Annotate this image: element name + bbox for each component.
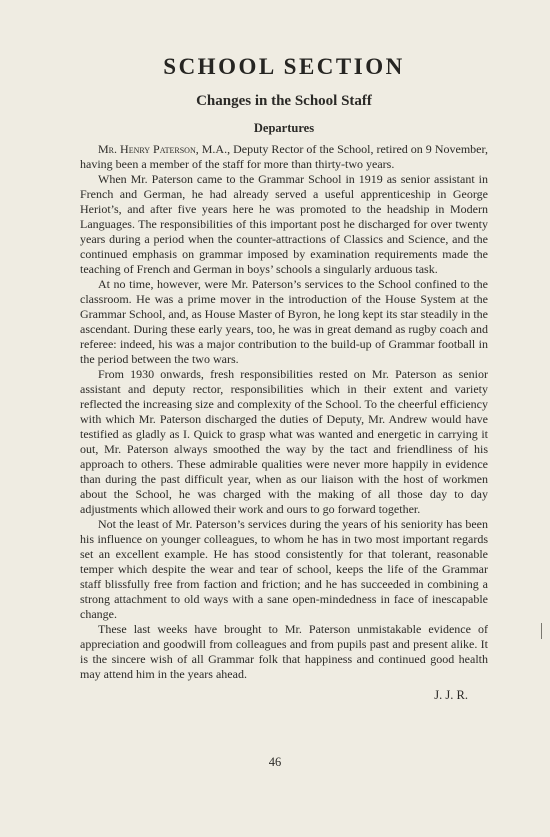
lead-name: Mr. Henry Paterson, bbox=[98, 142, 199, 156]
paragraph-2: When Mr. Paterson came to the Grammar School in 1919 as senior assistant in French and German, he had already served a useful apprenticeship in George Heriot’s, and after five years here he was promoted to the headship in Modern Languages. The responsibilities of this important post he discharged for over twenty years during a period when the counter-attractions of Classics and Science, and the continued emphasis on grammar imposed by examination requirements made the teaching of French and German in boys’ schools a singularly arduous task. bbox=[80, 172, 488, 276]
article-title: Changes in the School Staff bbox=[196, 93, 372, 109]
paragraph-4: From 1930 onwards, fresh responsibilities rested on Mr. Paterson as senior assistant and deputy rector, responsibilities which in their extent and variety reflected the increasing size and complexity of the School. To the cheerful efficiency with which Mr. Paterson discharged the duties of Deputy, Mr. Andrew would have testified as gladly as I. Quick to grasp what was wanted and energetic in carrying it out, Mr. Paterson always smoothed the way by the tact and friendliness of his approach to others. These admirable qualities were never more happily in evidence than during the past difficult year, when as our liaison with the host of workmen about the School, he was charged with the making of all those day to day adjustments which allowed their work and ours to go forward together. bbox=[80, 367, 488, 516]
section-title: SCHOOL SECTION bbox=[163, 54, 405, 79]
paragraph-3: At no time, however, were Mr. Paterson’s services to the School confined to the classroom. He was a prime mover in the introduction of the House System at the Grammar School, and, as House Master of Byron, he long kept its star steadily in the ascendant. During these early years, too, he was in great demand as rugby coach and referee: indeed, his was a major contribution to the build-up of Grammar football in the period between the two wars. bbox=[80, 277, 488, 366]
article-body bbox=[80, 142, 488, 682]
paragraph-5: Not the least of Mr. Paterson’s services during the years of his seniority has been his influence on younger colleagues, to whom he has in two most important regards set an excellent example. He has stood consistently for that tolerant, reasonable temper which despite the wear and tear of school, keeps the life of the Grammar staff blissfully free from faction and friction; and he has succeeded in combining a strong attachment to old ways with a sane open-mindedness in face of inescapable change. bbox=[80, 517, 488, 621]
subheading: Departures bbox=[253, 121, 315, 135]
paragraph-1 bbox=[80, 142, 488, 172]
margin-mark bbox=[541, 623, 542, 639]
signature: J. J. R. bbox=[434, 688, 468, 702]
paragraph-6: These last weeks have brought to Mr. Paterson unmistakable evidence of appreciation and goodwill from colleagues and from pupils past and present alike. It is the sincere wish of all Grammar folk that happiness and continued good health may attend him in the years ahead. bbox=[80, 622, 488, 681]
page-number: 46 bbox=[268, 755, 282, 769]
paragraph-1-text: M.A., Deputy Rector of the School, retired on 9 November, having been a member of the staff for more than thirty-two years. bbox=[80, 142, 488, 171]
